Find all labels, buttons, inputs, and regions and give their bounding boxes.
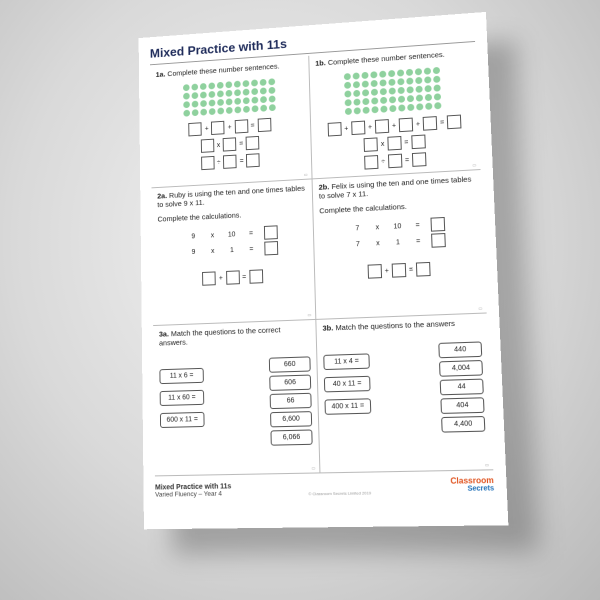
page-ref: ▭	[484, 461, 489, 468]
counter-dot	[433, 84, 440, 91]
answer-box[interactable]	[223, 137, 237, 151]
match-answer[interactable]: 66	[270, 393, 312, 409]
counter-dot	[380, 106, 387, 113]
answer-box[interactable]	[211, 121, 225, 135]
counter-dot	[225, 107, 232, 114]
worksheet	[139, 12, 509, 529]
questions-3b	[323, 353, 372, 435]
answer-box[interactable]	[431, 233, 446, 248]
answer-box[interactable]	[201, 156, 215, 170]
counter-dot	[433, 76, 440, 83]
question-grid	[150, 44, 493, 477]
match-answer[interactable]: 404	[440, 397, 484, 414]
answer-box[interactable]	[388, 154, 402, 169]
answer-box[interactable]	[387, 136, 401, 151]
counter-dot	[371, 106, 378, 113]
answer-box[interactable]	[257, 118, 271, 132]
counter-dot	[362, 89, 369, 96]
answer-box[interactable]	[430, 217, 445, 232]
counter-dot	[416, 94, 423, 101]
counter-dot	[251, 105, 258, 112]
q1b-text: Complete these number sentences.	[327, 49, 445, 67]
counter-dot	[389, 87, 396, 94]
answer-box[interactable]	[202, 271, 216, 285]
counter-dot	[344, 73, 351, 80]
answer-box[interactable]	[327, 122, 341, 136]
q1a-number: 1a.	[155, 69, 166, 79]
counter-dot	[363, 107, 370, 114]
footer-subtitle: Varied Fluency – Year 4	[155, 490, 223, 499]
question-1a	[150, 56, 312, 189]
answer-box[interactable]	[364, 137, 378, 152]
match-answer[interactable]: 606	[269, 375, 311, 391]
counter-dot	[268, 104, 275, 111]
page-ref: ▭	[303, 171, 308, 177]
counter-dot	[191, 109, 198, 116]
counter-dot	[362, 80, 369, 87]
sentence-add-1a: + + =	[156, 116, 304, 139]
match-question[interactable]: 600 x 11 =	[160, 412, 205, 428]
counter-dot	[398, 96, 405, 103]
match-question[interactable]: 11 x 4 =	[323, 353, 370, 370]
counter-dot	[389, 96, 396, 103]
answer-box[interactable]	[249, 269, 263, 283]
counter-dot	[434, 102, 441, 109]
counter-dot	[344, 82, 351, 89]
question-3b	[316, 314, 493, 473]
counter-dot	[268, 95, 275, 102]
match-question[interactable]: 400 x 11 =	[324, 398, 371, 415]
counter-dot	[345, 108, 352, 115]
counter-dot	[434, 93, 441, 100]
counter-dot	[251, 97, 258, 104]
counter-dot	[233, 81, 240, 88]
answer-box[interactable]	[263, 225, 277, 239]
question-1b	[309, 44, 480, 179]
answer-box[interactable]	[412, 152, 427, 167]
counter-dot	[406, 77, 413, 84]
match-question[interactable]: 11 x 60 =	[160, 390, 205, 406]
q3b-number: 3b.	[322, 323, 334, 333]
counter-dot	[208, 108, 215, 115]
q1b-number: 1b.	[315, 58, 326, 68]
counter-dot	[397, 69, 404, 76]
counter-dot	[388, 70, 395, 77]
page-ref: ▭	[307, 312, 312, 318]
answer-box[interactable]	[264, 241, 278, 255]
question-2b	[313, 170, 487, 320]
counter-dot	[260, 96, 267, 103]
counter-dot	[225, 98, 232, 105]
counter-dot	[217, 99, 224, 106]
counter-dot	[268, 78, 275, 85]
question-2a	[151, 179, 316, 326]
sentence-add-1b: + + + + =	[317, 114, 473, 137]
worksheet-footer	[155, 477, 494, 499]
page-ref: ▭	[311, 465, 316, 471]
counter-dot	[406, 69, 413, 76]
counter-dot	[371, 89, 378, 96]
q2b-text: Felix is using the ten and one times tables to solve 7 x 11.	[318, 174, 472, 201]
answer-box[interactable]	[201, 139, 215, 153]
match-answer[interactable]: 440	[438, 341, 482, 358]
answer-box[interactable]	[246, 136, 260, 150]
counter-dot	[242, 80, 249, 87]
counter-dot	[353, 81, 360, 88]
counter-dot	[433, 67, 440, 74]
matching-area-3b	[323, 341, 485, 435]
classroom-secrets-logo: Classroom Secrets	[450, 475, 495, 493]
counter-dot	[242, 89, 249, 96]
answer-box[interactable]	[367, 264, 381, 279]
counter-dot	[183, 110, 190, 117]
answer-box[interactable]	[234, 119, 248, 133]
q3b-text: Match the questions to the answers	[335, 318, 456, 333]
counter-dot	[268, 87, 275, 94]
counter-dot	[200, 100, 207, 107]
counter-dot	[407, 95, 414, 102]
counter-dot	[217, 90, 224, 97]
calc-table-2a: 9 x 10 = 9 x 1 =	[158, 224, 308, 261]
counter-dot	[234, 89, 241, 96]
answer-box[interactable]	[223, 155, 237, 169]
q2a-instruction: Complete the calculations.	[157, 210, 242, 224]
counter-dot	[371, 80, 378, 87]
counter-dot	[425, 94, 432, 101]
counter-dot	[242, 97, 249, 104]
counter-dot	[388, 79, 395, 86]
question-3a	[153, 320, 320, 475]
counter-dot	[353, 72, 360, 79]
match-answer[interactable]: 4,400	[441, 416, 485, 433]
counter-dot	[424, 67, 431, 74]
counter-dot	[234, 106, 241, 113]
copyright-text: © Classroom Secrets Limited 2019	[308, 490, 372, 497]
counter-dot	[217, 107, 224, 114]
answer-box[interactable]	[246, 153, 260, 167]
counter-dot	[208, 82, 215, 89]
counter-dot	[416, 103, 423, 110]
counter-dot	[208, 91, 215, 98]
counter-dot	[415, 77, 422, 84]
answer-box[interactable]	[226, 270, 240, 284]
counter-dot	[199, 83, 206, 90]
counter-dot	[407, 104, 414, 111]
counter-dot	[191, 92, 198, 99]
answer-box[interactable]	[399, 118, 413, 133]
footer-title: Mixed Practice with 11s	[155, 483, 232, 492]
sentence-multiply-1b: x =	[317, 132, 473, 155]
counter-dot	[353, 99, 360, 106]
counter-dot	[362, 98, 369, 105]
counter-dot	[191, 84, 198, 91]
counter-dot	[379, 71, 386, 78]
q2b-instruction: Complete the calculations.	[319, 201, 407, 216]
match-answer[interactable]: 6,066	[270, 429, 312, 445]
counter-dot	[361, 72, 368, 79]
counter-dot	[370, 71, 377, 78]
match-answer[interactable]: 6,600	[270, 411, 312, 427]
counter-dot	[225, 90, 232, 97]
sentence-divide-1a: ÷ =	[157, 151, 306, 173]
calc-table-2b: 7 x 10 = 7 x 1 =	[320, 215, 478, 252]
dot-array-1a	[156, 76, 304, 119]
answer-box[interactable]	[447, 115, 462, 130]
counter-dot	[379, 79, 386, 86]
counter-dot	[380, 97, 387, 104]
counter-dot	[424, 85, 431, 92]
counter-dot	[243, 106, 250, 113]
counter-dot	[251, 88, 258, 95]
q2a-number: 2a.	[157, 191, 168, 201]
counter-dot	[200, 109, 207, 116]
match-answer[interactable]: 660	[269, 356, 311, 372]
answer-box[interactable]	[411, 135, 426, 150]
sentence-sum-2b: + =	[321, 260, 479, 281]
q3a-number: 3a.	[158, 329, 169, 339]
counter-dot	[415, 68, 422, 75]
counter-dot	[234, 98, 241, 105]
questions-3a	[159, 368, 205, 448]
counter-dot	[216, 82, 223, 89]
match-question[interactable]: 11 x 6 =	[159, 368, 203, 384]
answer-box[interactable]	[423, 116, 438, 131]
counter-dot	[425, 103, 432, 110]
counter-dot	[191, 101, 198, 108]
counter-dot	[354, 107, 361, 114]
answer-box[interactable]	[189, 122, 202, 136]
answer-box[interactable]	[416, 262, 431, 277]
sentence-sum-2a: + =	[158, 267, 308, 287]
match-answer[interactable]: 44	[440, 379, 484, 396]
counter-dot	[182, 84, 189, 91]
counter-dot	[389, 105, 396, 112]
counter-dot	[353, 90, 360, 97]
q2a-text: Ruby is using the ten and one times tables to solve 9 x 11.	[157, 183, 305, 210]
counter-dot	[200, 92, 207, 99]
counter-dot	[398, 104, 405, 111]
counter-dot	[415, 86, 422, 93]
q2b-number: 2b.	[318, 182, 330, 192]
match-question[interactable]: 40 x 11 =	[324, 376, 371, 393]
sentence-multiply-1a: x =	[157, 133, 305, 155]
counter-dot	[259, 79, 266, 86]
answer-box[interactable]	[364, 155, 378, 170]
answer-box[interactable]	[351, 121, 365, 135]
counter-dot	[344, 90, 351, 97]
counter-dot	[397, 78, 404, 85]
q1a-text: Complete these number sentences.	[167, 61, 280, 79]
counter-dot	[251, 79, 258, 86]
worksheet-title: Mixed Practice with 11s	[150, 23, 475, 66]
match-answer[interactable]: 4,004	[439, 360, 483, 377]
answer-box[interactable]	[392, 263, 407, 278]
counter-dot	[260, 105, 267, 112]
counter-dot	[424, 76, 431, 83]
matching-area-3a	[159, 356, 312, 448]
answers-3b	[438, 341, 485, 432]
counter-dot	[398, 87, 405, 94]
q3a-text: Match the questions to the correct answers.	[159, 325, 281, 348]
dot-array-1b	[316, 65, 472, 118]
counter-dot	[183, 93, 190, 100]
answer-box[interactable]	[375, 119, 389, 134]
counter-dot	[183, 101, 190, 108]
counter-dot	[345, 99, 352, 106]
counter-dot	[380, 88, 387, 95]
counter-dot	[407, 86, 414, 93]
counter-dot	[259, 87, 266, 94]
counter-dot	[225, 81, 232, 88]
sentence-divide-1b: ÷ =	[318, 149, 474, 172]
page-ref: ▭	[472, 162, 477, 168]
counter-dot	[208, 99, 215, 106]
page-ref: ▭	[478, 305, 483, 311]
answers-3a	[269, 356, 313, 445]
counter-dot	[371, 97, 378, 104]
